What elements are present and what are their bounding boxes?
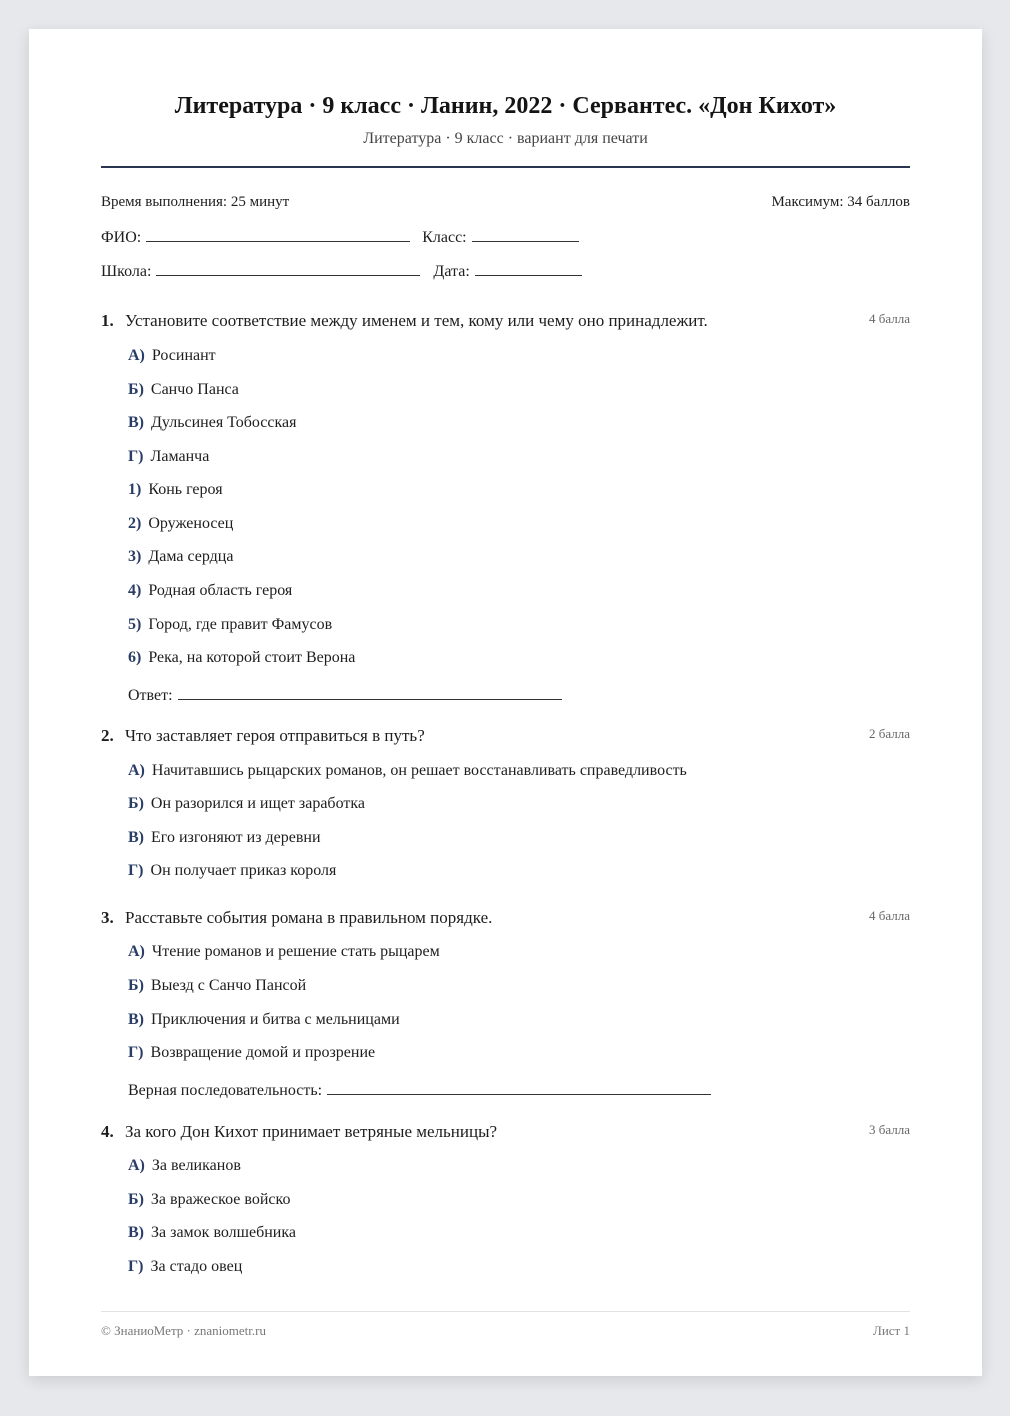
question-header [101,311,910,331]
page-content [101,29,910,1376]
option-b[interactable] [128,381,239,399]
question-number: 1. [101,311,114,330]
option-label: 3) [128,548,142,565]
option-1[interactable] [128,481,223,499]
option-6[interactable] [128,649,355,667]
option-v[interactable] [128,1224,296,1242]
option-5[interactable] [128,616,332,634]
option-label: А) [128,347,145,364]
question-points: 2 балла [869,726,910,741]
option-b[interactable] [128,795,365,813]
option-label: Г) [128,1044,144,1061]
option-text: Конь героя [148,481,223,498]
option-g[interactable] [128,448,209,466]
max-score: Максимум: 34 баллов [771,194,910,210]
question-header [101,1122,910,1142]
option-text: За великанов [151,1157,241,1174]
option-label: А) [128,943,145,960]
page-footer [101,1323,910,1339]
question-points: 4 балла [869,311,910,326]
class-label: Класс: [422,229,467,246]
option-text: Оруженосец [148,515,234,532]
option-v[interactable] [128,1011,400,1029]
option-4[interactable] [128,582,292,600]
question-text: За кого Дон Кихот принимает ветряные мельницы? [125,1122,498,1141]
option-text: Санчо Панса [150,381,239,398]
question-points: 3 балла [869,1122,910,1137]
option-a[interactable] [128,762,687,780]
option-text: Он разорился и ищет заработка [150,795,365,812]
question-2 [101,726,910,879]
school-label: Школа: [101,263,152,280]
option-text: Росинант [151,347,216,364]
option-text: Начитавшись рыцарских романов, он решает восстанавливать справедливость [151,762,687,779]
question-number: 2. [101,726,114,745]
answer-field[interactable] [327,1078,711,1095]
option-g[interactable] [128,862,336,880]
option-label: 5) [128,616,142,633]
option-label: Б) [128,381,144,398]
answer-row [128,1078,711,1100]
option-text: За стадо овец [150,1258,243,1275]
option-text: Ламанча [150,448,210,465]
option-text: Приключения и битва с мельницами [151,1011,400,1028]
option-v[interactable] [128,829,321,847]
footer-divider [101,1311,910,1312]
option-label: Г) [128,1258,144,1275]
option-v[interactable] [128,414,296,432]
option-label: 2) [128,515,142,532]
page-subtitle: Литература · 9 класс · вариант для печати [363,130,648,147]
option-label: Б) [128,977,144,994]
worksheet-page [29,29,982,1376]
option-text: Город, где правит Фамусов [148,616,333,633]
class-field[interactable] [472,225,579,242]
question-number: 4. [101,1122,114,1141]
question-number: 3. [101,908,114,927]
question-text: Расставьте события романа в правильном порядке. [125,908,493,927]
time-limit: Время выполнения: 25 минут [101,194,290,210]
option-text: За вражеское войско [150,1191,291,1208]
page-number: Лист 1 [873,1323,910,1338]
option-text: Дульсинея Тобосская [151,414,297,431]
option-label: А) [128,762,145,779]
option-label: 6) [128,649,142,666]
option-label: 4) [128,582,142,599]
option-a[interactable] [128,347,216,365]
option-text: Родная область героя [148,582,293,599]
school-field[interactable] [156,259,420,276]
option-label: В) [128,1011,144,1028]
question-4 [101,1122,910,1275]
answer-label: Верная последовательность: [128,1082,323,1099]
answer-row [128,683,562,705]
meta-row [101,194,910,211]
option-label: Б) [128,795,144,812]
option-a[interactable] [128,1157,241,1175]
question-text: Установите соответствие между именем и тем, кому или чему оно принадлежит. [125,311,708,330]
option-text: Он получает приказ короля [150,862,337,879]
option-label: А) [128,1157,145,1174]
fio-field[interactable] [146,225,410,242]
footer-copyright: © ЗнаниоМетр · znaniometr.ru [101,1323,266,1338]
answer-label: Ответ: [128,687,173,704]
option-3[interactable] [128,548,233,566]
option-text: Выезд с Санчо Пансой [150,977,307,994]
question-header [101,908,910,928]
option-text: За замок волшебника [151,1224,296,1241]
option-g[interactable] [128,1044,375,1062]
option-label: В) [128,414,144,431]
option-text: Дама сердца [148,548,234,565]
option-b[interactable] [128,977,306,995]
question-1 [101,311,910,704]
question-3 [101,908,910,1099]
option-g[interactable] [128,1258,242,1276]
page-title: Литература · 9 класс · Ланин, 2022 · Сервантес. «Дон Кихот» [174,93,837,119]
school-date-row [101,259,582,281]
option-text: Возвращение домой и прозрение [150,1044,376,1061]
option-2[interactable] [128,515,233,533]
fio-label: ФИО: [101,229,142,246]
option-a[interactable] [128,943,440,961]
answer-field[interactable] [178,683,562,700]
fio-class-row [101,225,579,247]
option-text: Чтение романов и решение стать рыцарем [151,943,440,960]
option-label: 1) [128,481,142,498]
option-b[interactable] [128,1191,290,1209]
question-text: Что заставляет героя отправиться в путь? [125,726,425,745]
date-field[interactable] [475,259,582,276]
option-label: В) [128,829,144,846]
option-label: Г) [128,862,144,879]
question-points: 4 балла [869,908,910,923]
option-text: Река, на которой стоит Верона [148,649,356,666]
option-label: В) [128,1224,144,1241]
option-label: Г) [128,448,144,465]
question-header [101,726,910,746]
option-text: Его изгоняют из деревни [151,829,321,846]
header-divider [101,166,910,168]
date-label: Дата: [433,263,470,280]
option-label: Б) [128,1191,144,1208]
